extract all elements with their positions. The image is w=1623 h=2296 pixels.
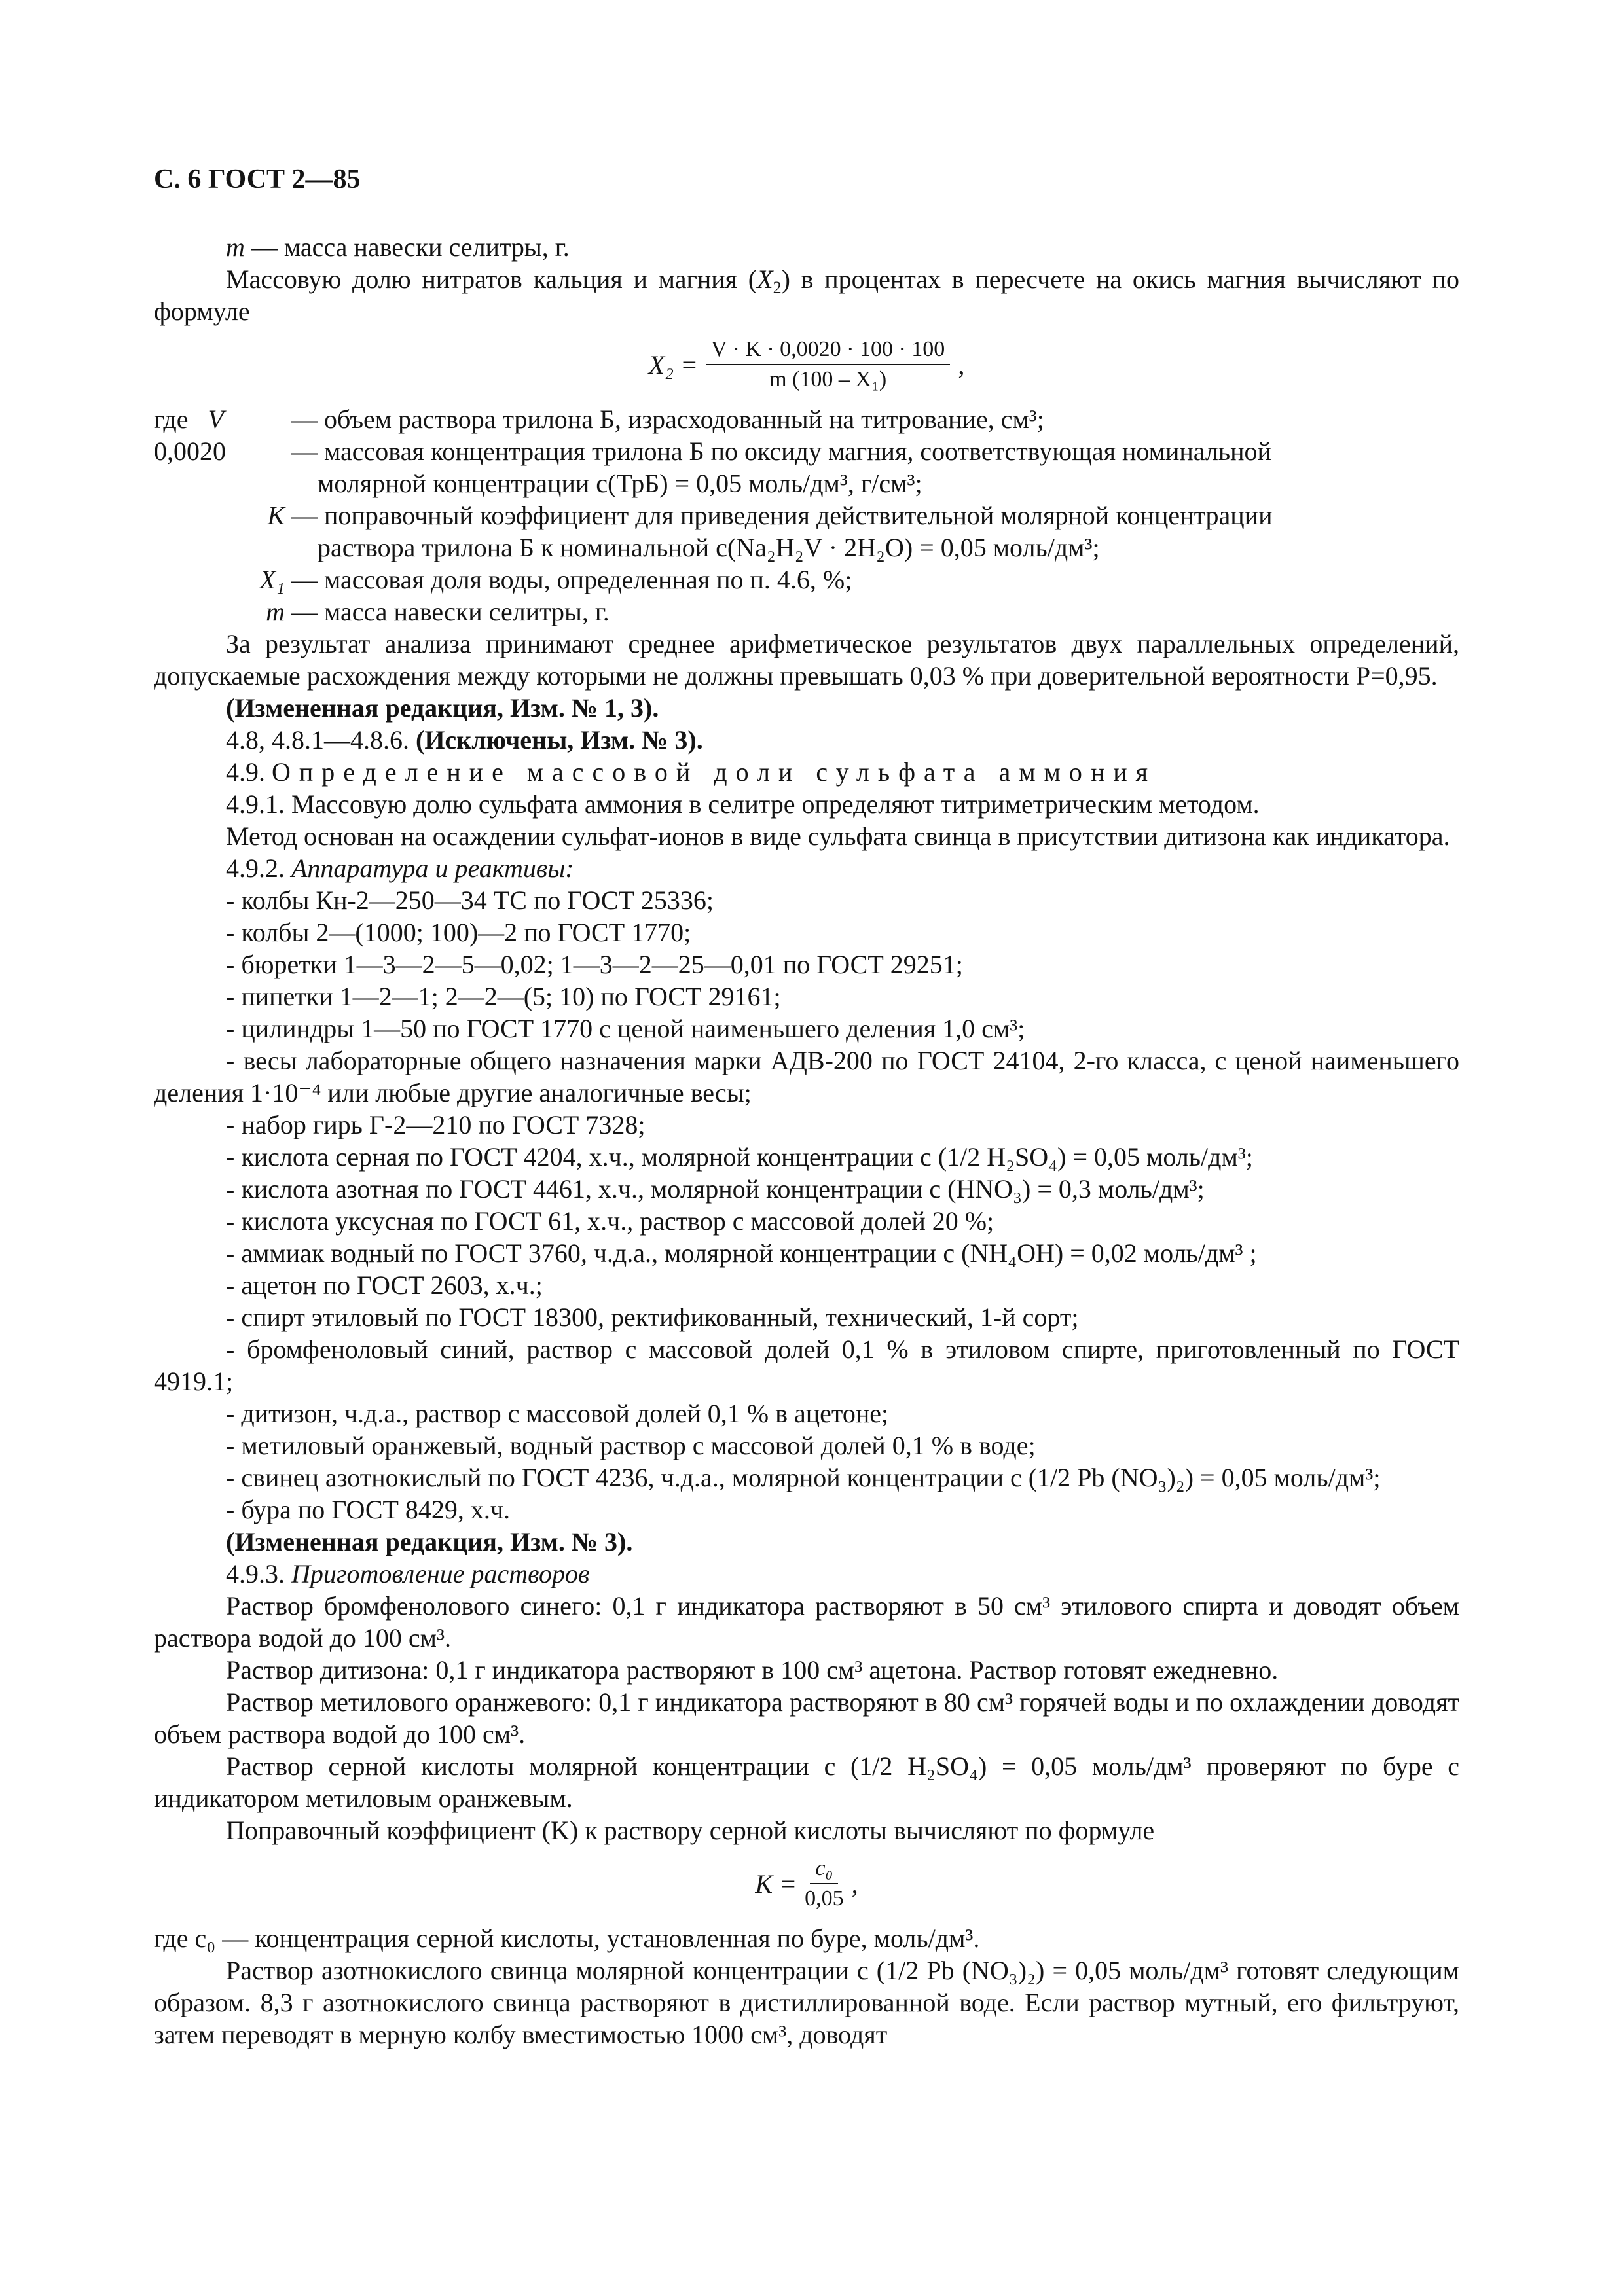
formula-k-numerator: c₀ — [810, 1856, 838, 1884]
reagent-list — [154, 884, 1459, 1526]
list-item: - кислота азотная по ГОСТ 4461, х.ч., молярной концентрации c (HNO₃) = 0,3 моль/дм³; — [226, 1174, 1205, 1204]
x2-intro-paragraph: Массовую долю нитратов кальция и магния $(X_2)$ в процентах в пересчете на окись магния вычисляют по формуле — [154, 264, 1459, 326]
method-paragraph: Метод основан на осаждении сульфат-ионов в виде сульфата свинца в присутствии дитизона как индикатора. — [226, 821, 1450, 851]
prep-bromphenol: Раствор бромфенолового синего: 0,1 г индикатора растворяют в 50 см³ этилового спирта и доводят объем раствора водой до 100 см³. — [154, 1591, 1459, 1653]
formula-k-lhs: K = — [755, 1869, 797, 1899]
section-4-9-2-heading: 4.9.2. Аппаратура и реактивы: — [226, 853, 574, 883]
prep-sulfuric-acid: Раствор серной кислоты молярной концентрации c (1/2 H₂SO₄) = 0,05 моль/дм³ проверяют по буре с индикатором метиловым оранжевым. — [154, 1751, 1459, 1813]
list-item: - аммиак водный по ГОСТ 3760, ч.д.а., молярной концентрации c (NH₄OH) = 0,02 моль/дм³ ; — [226, 1238, 1257, 1268]
list-item: - колбы Кн-2—250—34 ТС по ГОСТ 25336; — [226, 886, 714, 915]
list-item: - цилиндры 1—50 по ГОСТ 1770 с ценой наименьшего деления 1,0 см³; — [226, 1014, 1025, 1043]
def-k: K — поправочный коэффициент для приведения действительной молярной концентрации — [267, 501, 1273, 530]
list-item: - весы лабораторные общего назначения марки АДВ-200 по ГОСТ 24104, 2-го класса, с ценой наименьшего деления 1·10⁻⁴ или любые другие аналогичные весы; — [154, 1046, 1459, 1107]
def-v: где V — объем раствора трилона Б, израсходованный на титрование, см³; — [154, 404, 1044, 434]
list-item: - колбы 2—(1000; 100)—2 по ГОСТ 1770; — [226, 918, 691, 947]
formula-x2-lhs: X₂ = — [648, 350, 699, 380]
formula-x2 — [154, 336, 1459, 393]
result-paragraph: За результат анализа принимают среднее арифметическое результатов двух параллельных определений, допускаемые расхождения между которыми не должны превышать 0,03 % при доверительной вероятности P=0,95. — [154, 629, 1459, 691]
list-item: - кислота уксусная по ГОСТ 61, х.ч., раствор с массовой долей 20 %; — [226, 1206, 994, 1236]
formula-x2-fraction — [706, 336, 950, 393]
variable-definitions: где V — объем раствора трилона Б, израсходованный на титрование, см³; 0,0020 — массовая концентрация трилона Б по оксиду магния, соответствующая номинальной молярной концентрации c(ТрБ) = 0,05 моль/дм³, г/см³; K — поправочный коэффициент для приведения действительной молярной концентрации раствора трилона Б к номинальной c(Na₂H₂V · 2H₂O) = 0,05 моль/дм³; X₁ — массовая доля воды, определенная по п. 4.6, %; m — масса навески селитры, г. — [154, 403, 1459, 628]
list-item: - бюретки 1—3—2—5—0,02; 1—3—2—25—0,01 по ГОСТ 29251; — [226, 950, 963, 979]
def-x1: X₁ — массовая доля воды, определенная по п. 4.6, %; — [259, 565, 852, 594]
list-item: - бромфеноловый синий, раствор с массовой долей 0,1 % в этиловом спирте, приготовленный по ГОСТ 4919.1; — [154, 1335, 1459, 1396]
list-item: - кислота серная по ГОСТ 4204, х.ч., молярной концентрации c (1/2 H₂SO₄) = 0,05 моль/дм³; — [226, 1142, 1253, 1172]
formula-x2-comma: , — [958, 350, 965, 380]
edit-note-1-3: (Измененная редакция, Изм. № 1, 3). — [226, 693, 659, 723]
formula-k-comma: , — [851, 1869, 858, 1899]
formula-k-fraction — [805, 1856, 844, 1912]
page-header: С. 6 ГОСТ 2—85 — [154, 164, 361, 194]
prep-methyl-orange: Раствор метилового оранжевого: 0,1 г индикатора растворяют в 80 см³ горячей воды и по охлаждении доводят объем раствора водой до 100 см³. — [154, 1687, 1459, 1749]
list-item: - набор гирь Г-2—210 по ГОСТ 7328; — [226, 1110, 646, 1139]
section-4-9-3-heading: 4.9.3. Приготовление растворов — [226, 1559, 590, 1588]
section-4-8-excluded: 4.8, 4.8.1—4.8.6. (Исключены, Изм. № 3). — [226, 725, 703, 755]
prep-correction-factor: Поправочный коэффициент (K) к раствору серной кислоты вычисляют по формуле — [226, 1816, 1155, 1845]
section-4-9-heading: 4.9. Определение массовой доли сульфата аммония — [226, 757, 1157, 787]
list-item: - метиловый оранжевый, водный раствор с массовой долей 0,1 % в воде; — [226, 1431, 1036, 1460]
edit-note-3: (Измененная редакция, Изм. № 3). — [226, 1527, 633, 1556]
c0-definition: где c₀ — концентрация серной кислоты, установленная по буре, моль/дм³. — [154, 1924, 980, 1953]
formula-x2-numerator: V · K · 0,0020 · 100 · 100 — [706, 336, 950, 365]
formula-k-denominator: 0,05 — [805, 1886, 844, 1910]
section-4-9-1: 4.9.1. Массовую долю сульфата аммония в селитре определяют титриметрическим методом. — [226, 789, 1260, 819]
formula-x2-denominator: m (100 – X₁) — [769, 367, 887, 391]
def-m: m — масса навески селитры, г. — [266, 597, 610, 626]
list-item: - спирт этиловый по ГОСТ 18300, ректификованный, технический, 1-й сорт; — [226, 1302, 1079, 1332]
list-item: - дитизон, ч.д.а., раствор с массовой долей 0,1 % в ацетоне; — [226, 1399, 889, 1428]
list-item: - бура по ГОСТ 8429, х.ч. — [226, 1495, 511, 1524]
list-item: - пипетки 1—2—1; 2—2—(5; 10) по ГОСТ 29161; — [226, 982, 781, 1011]
def-0-0020: 0,0020 — массовая концентрация трилона Б по оксиду магния, соответствующая номинальной — [154, 437, 1271, 466]
prep-dithizone: Раствор дитизона: 0,1 г индикатора растворяют в 100 см³ ацетона. Раствор готовят ежедневно. — [226, 1655, 1279, 1685]
list-item: - свинец азотнокислый по ГОСТ 4236, ч.д.а., молярной концентрации c (1/2 Pb (NO₃)₂) = 0,05 моль/дм³; — [226, 1463, 1381, 1492]
m-definition: m — масса навески селитры, г. — [226, 232, 570, 262]
list-item: - ацетон по ГОСТ 2603, х.ч.; — [226, 1270, 543, 1300]
lead-nitrate-paragraph: Раствор азотнокислого свинца молярной концентрации c (1/2 Pb (NO₃)₂) = 0,05 моль/дм³ готовят следующим образом. 8,3 г азотнокислого свинца растворяют в дистиллированной воде. Если раствор мутный, его фильтруют, затем переводят в мерную колбу вместимостью 1000 см³, доводят — [154, 1956, 1459, 2049]
formula-k — [154, 1856, 1459, 1912]
